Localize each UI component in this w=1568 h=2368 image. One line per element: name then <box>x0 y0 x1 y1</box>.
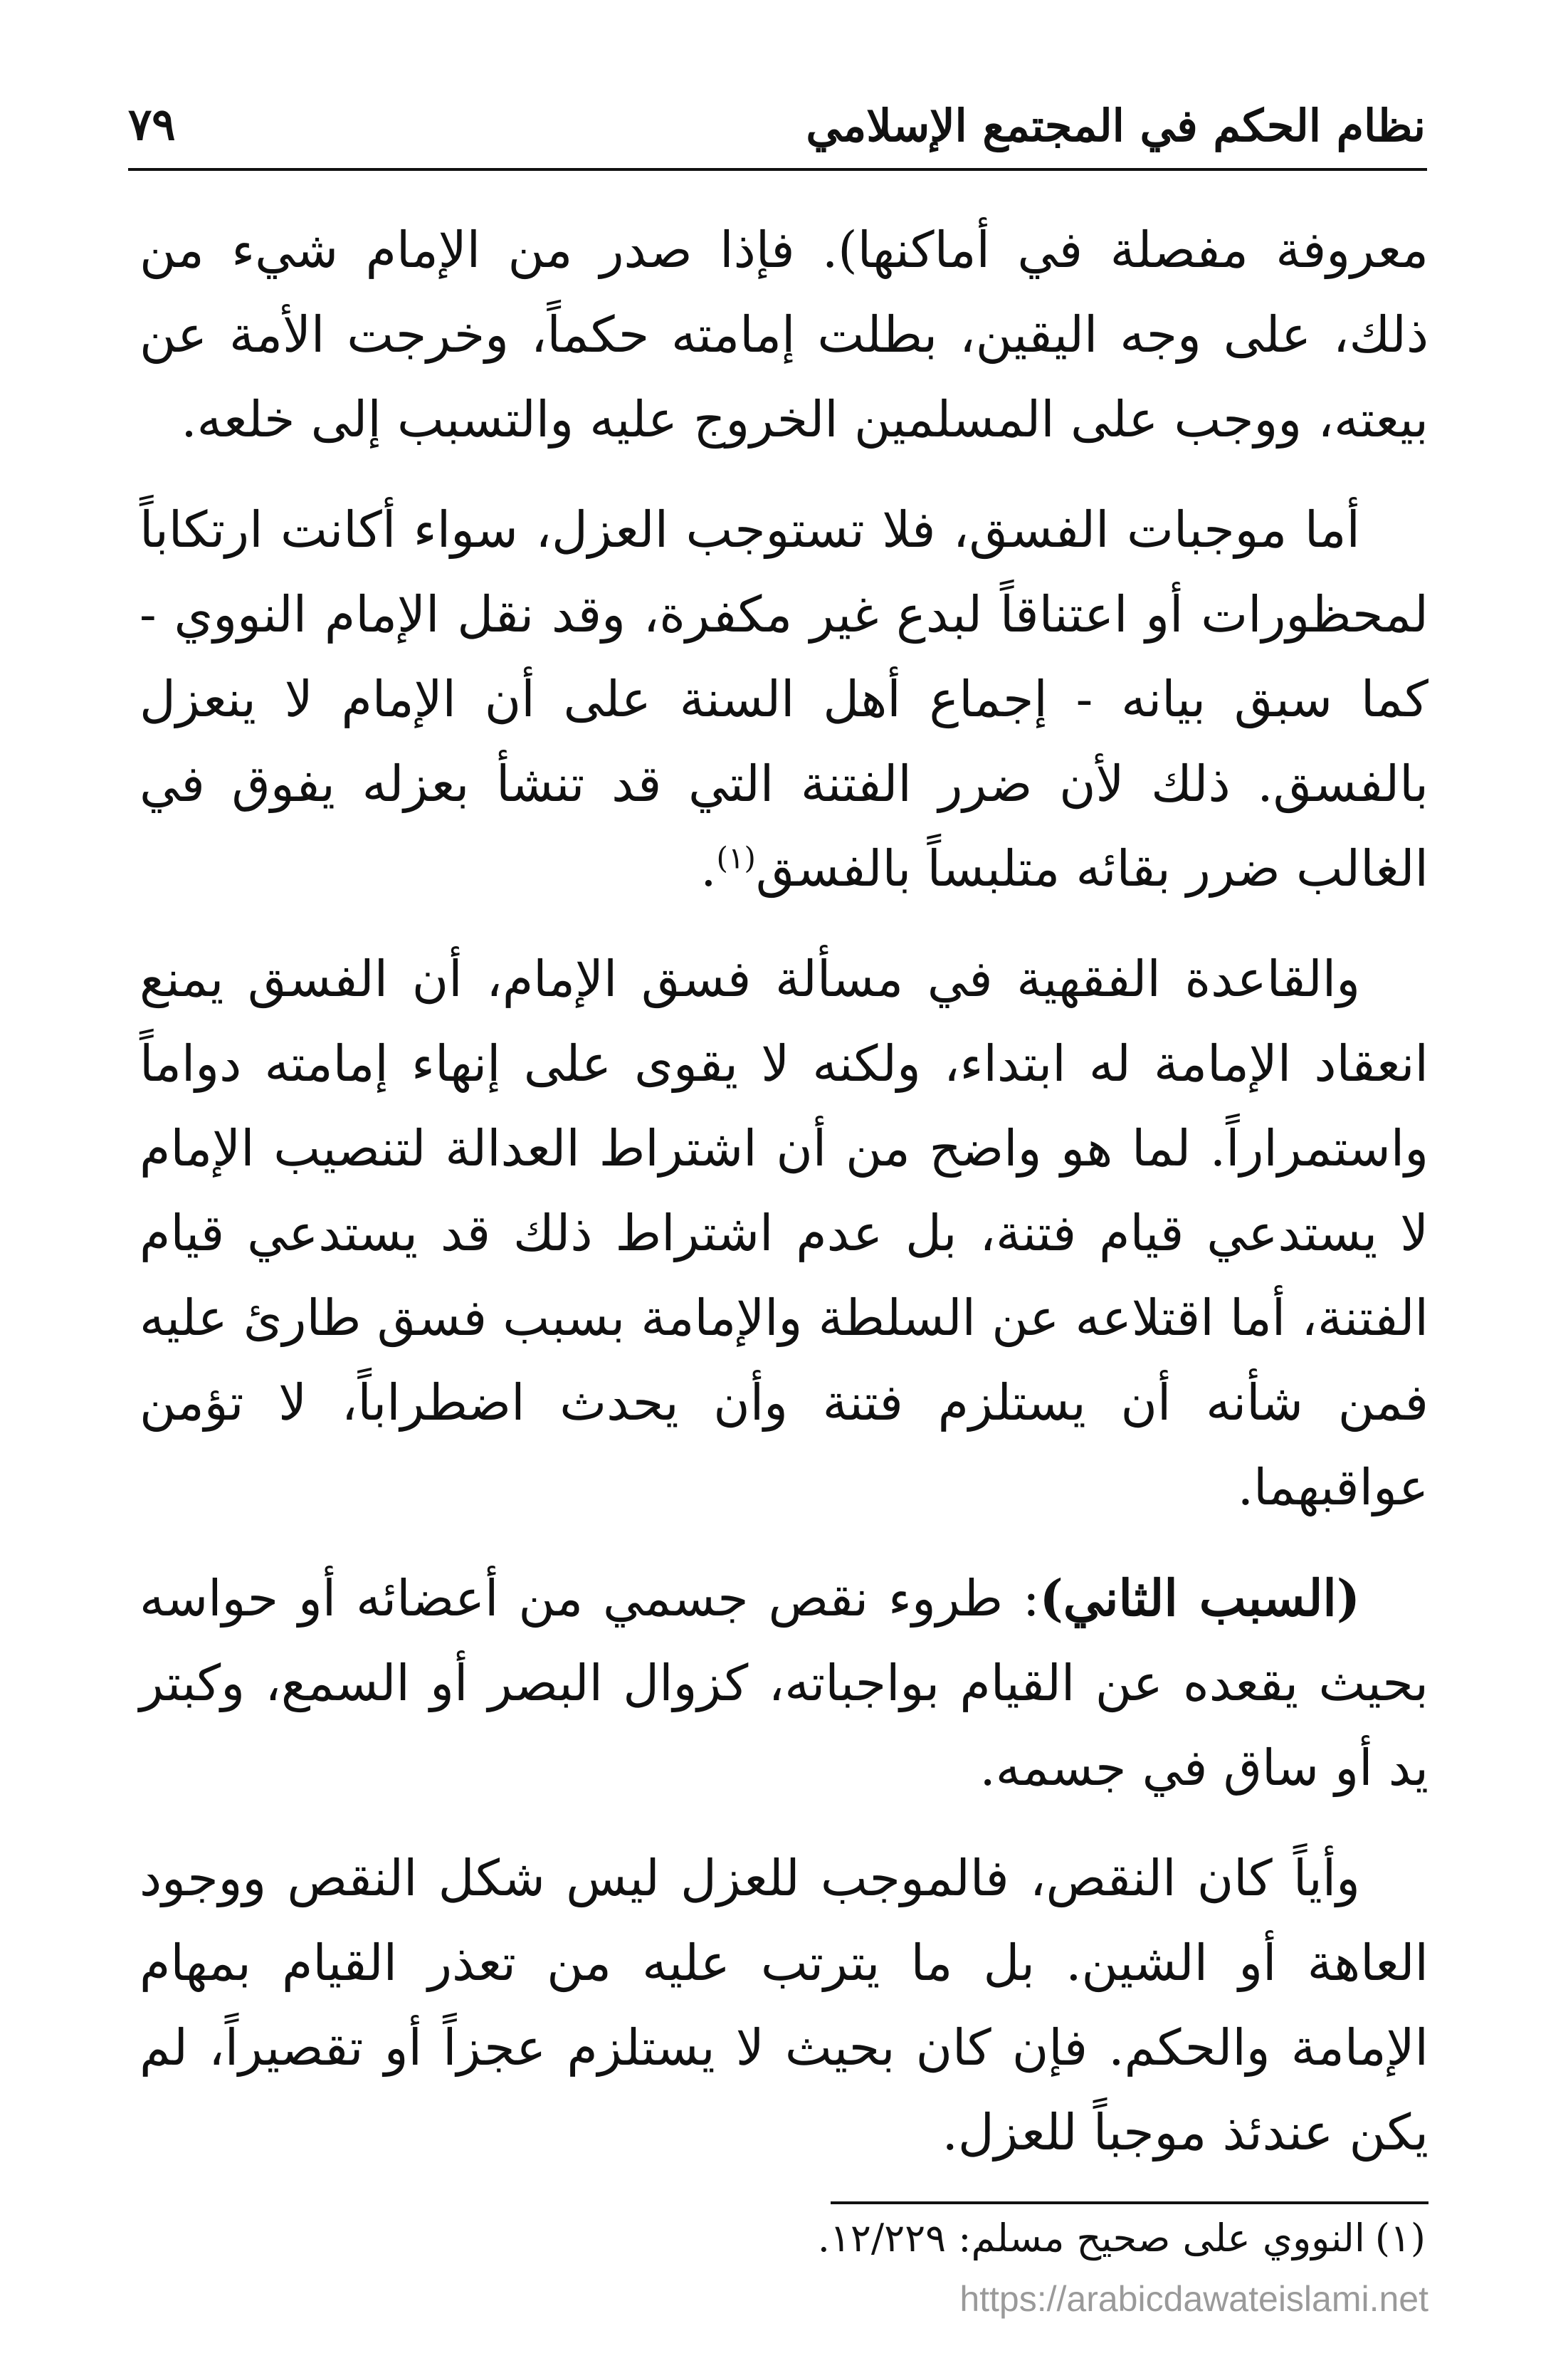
paragraph-2-text: أما موجبات الفسق، فلا تستوجب العزل، سواء أكانت ارتكاباً لمحظورات أو اعتناقاً لبدع غير مكفرة، وقد نقل الإمام النووي - كما سبق بيانه - إجماع أهل السنة على أن الإمام لا ينعزل بالفسق. ذلك لأن ضرر الفتنة التي قد تنشأ بعزله يفوق في الغالب ضرر بقائه متلبساً بالفسق <box>140 501 1428 898</box>
header-divider <box>128 168 1427 171</box>
footnote-divider <box>831 2201 1428 2204</box>
page-number: ٧٩ <box>128 98 176 150</box>
paragraph-2-end: . <box>700 839 717 898</box>
paragraph-4 <box>140 1556 1428 1811</box>
footnote-marker: (١) <box>1374 2216 1426 2260</box>
footnote-text: النووي على صحيح مسلم: ١٢/٢٢٩. <box>817 2216 1365 2260</box>
paragraph-5: وأياً كان النقص، فالموجب للعزل ليس شكل النقص ووجود العاهة أو الشين. بل ما يترتب عليه من تعذر القيام بمهام الإمامة والحكم. فإن كان بحيث لا يستلزم عجزاً أو تقصيراً، لم يكن عندئذ موجباً للعزل. <box>140 1849 1428 2162</box>
paragraph-1: معروفة مفصلة في أماكنها). فإذا صدر من الإمام شيء من ذلك، على وجه اليقين، بطلت إمامته حكماً، وخرجت الأمة عن بيعته، ووجب على المسلمين الخروج عليه والتسبب إلى خلعه. <box>140 221 1428 449</box>
paragraph-4-text: : طروء نقص جسمي من أعضائه أو حواسه بحيث يقعده عن القيام بواجباته، كزوال البصر أو السمع، وكبتر يد أو ساق في جسمه. <box>140 1569 1428 1797</box>
paragraph-2 <box>140 488 1428 911</box>
paragraph-3: والقاعدة الفقهية في مسألة فسق الإمام، أن الفسق يمنع انعقاد الإمامة له ابتداء، ولكنه لا يقوى على إنهاء إمامته دواماً واستمراراً. لما هو واضح من أن اشتراط العدالة لتنصيب الإمام لا يستدعي قيام فتنة، بل عدم اشتراط ذلك قد يستدعي قيام الفتنة، أما اقتلاعه عن السلطة والإمامة بسبب فسق طارئ عليه فمن شأنه أن يستلزم فتنة وأن يحدث اضطراباً، لا تؤمن عواقبهما. <box>140 950 1428 1516</box>
footnote <box>818 2216 1426 2260</box>
watermark-url: https://arabicdawateislami.net <box>959 2279 1428 2319</box>
footnote-reference: (١) <box>716 840 756 876</box>
running-title: نظام الحكم في المجتمع الإسلامي <box>806 100 1426 152</box>
section-lead: (السبب الثاني) <box>1039 1568 1361 1628</box>
body-text <box>140 208 1428 2201</box>
